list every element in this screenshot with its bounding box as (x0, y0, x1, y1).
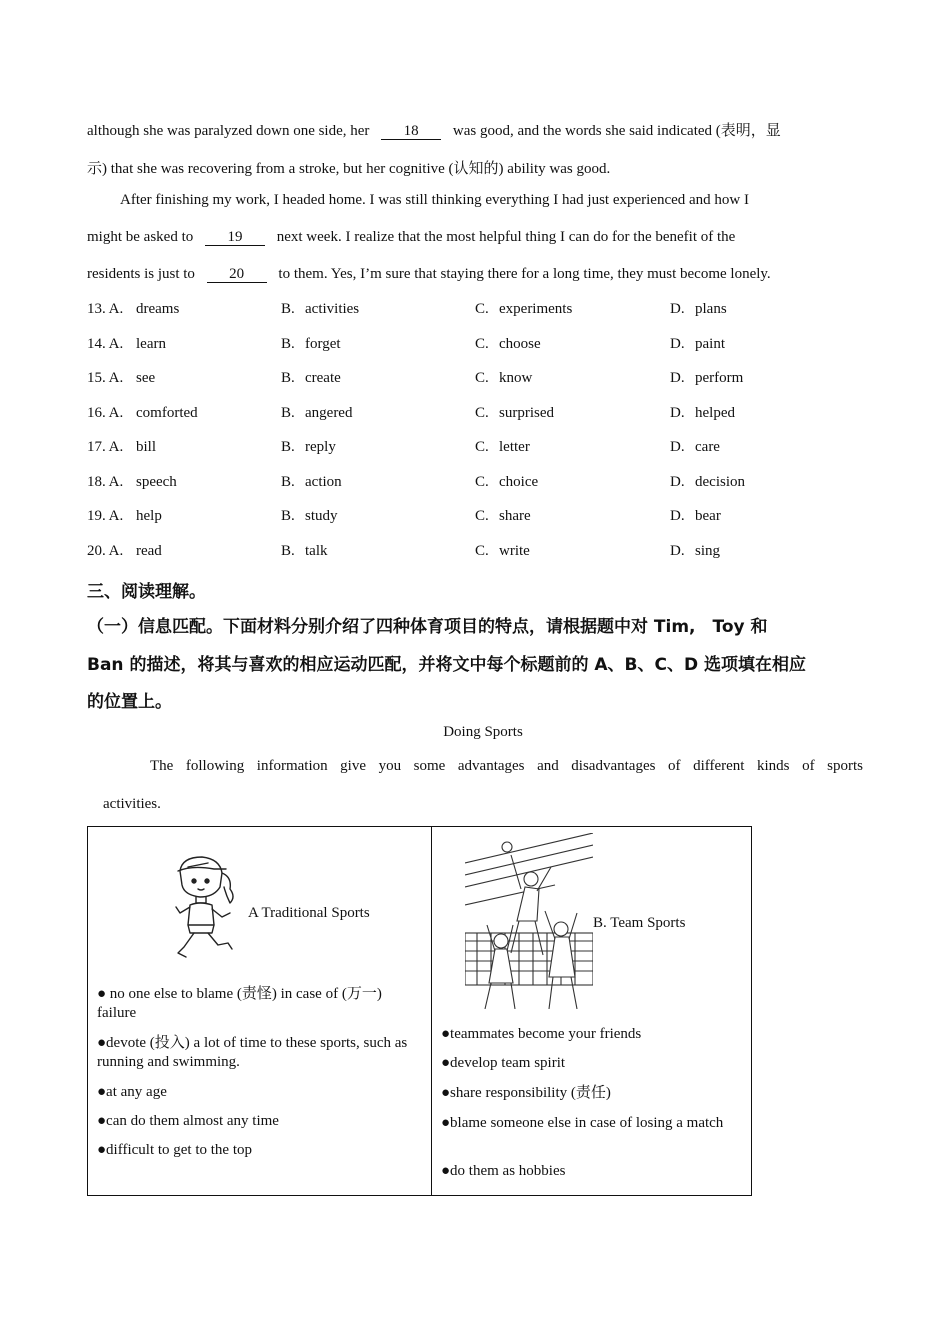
blank-19[interactable]: 19 (205, 230, 265, 246)
option-a[interactable]: dreams (136, 301, 180, 317)
option-letter: D. (670, 370, 685, 386)
question-number: 19. A. (87, 508, 124, 524)
instruction-line-2: Ban 的描述，将其与喜欢的相应运动匹配，并将文中每个标题前的 A、B、C、D 选项填在相应 (87, 655, 806, 675)
bullet-item: ●teammates become your friends (441, 1026, 642, 1042)
passage-line-4 (87, 229, 735, 246)
bullet-item: ● no one else to blame (责怪) in case of (万一) failure (97, 986, 382, 1021)
option-c[interactable]: write (499, 543, 530, 559)
option-letter: D. (670, 439, 685, 455)
option-b[interactable]: study (305, 508, 338, 524)
article-intro: The following information give you some advantages and disadvantages of different kinds of sports (150, 758, 863, 774)
passage-text: to them. Yes, I’m sure that staying there for a long time, they must become lonely. (278, 266, 771, 282)
passage-text: might be asked to (87, 229, 194, 245)
article-intro-cont: activities. (103, 796, 161, 812)
option-c[interactable]: surprised (499, 405, 554, 421)
option-a[interactable]: help (136, 508, 162, 524)
runner-girl-icon (174, 853, 246, 969)
option-b[interactable]: action (305, 474, 342, 490)
question-number: 20. A. (87, 543, 124, 559)
option-d[interactable]: perform (695, 370, 744, 386)
option-d[interactable]: paint (695, 336, 725, 352)
option-letter: C. (475, 543, 489, 559)
option-d[interactable]: helped (695, 405, 735, 421)
question-19-options (87, 508, 867, 530)
question-number: 17. A. (87, 439, 124, 455)
traditional-sports-cell (88, 827, 432, 1196)
option-c[interactable]: experiments (499, 301, 573, 317)
option-a[interactable]: speech (136, 474, 177, 490)
passage-line-5 (87, 266, 771, 283)
passage-line-1 (87, 119, 781, 140)
bullet-item: ●share responsibility (责任) (441, 1085, 611, 1101)
option-a[interactable]: learn (136, 336, 166, 352)
option-letter: C. (475, 508, 489, 524)
option-letter: D. (670, 336, 685, 352)
option-a[interactable]: comforted (136, 405, 198, 421)
passage-text: residents is just to (87, 266, 195, 282)
question-18-options (87, 474, 867, 496)
traditional-sports-heading: A Traditional Sports (248, 905, 370, 921)
option-b[interactable]: reply (305, 439, 336, 455)
passage-text: next week. I realize that the most helpful thing I can do for the benefit of the (276, 229, 736, 245)
option-letter: C. (475, 439, 489, 455)
article-title: Doing Sports (443, 724, 523, 740)
option-a[interactable]: see (136, 370, 156, 386)
section-title: 三、阅读理解。 (87, 582, 206, 602)
option-letter: D. (670, 301, 685, 317)
sports-table (87, 826, 752, 1196)
option-d[interactable]: decision (695, 474, 745, 490)
option-letter: B. (281, 405, 295, 421)
question-15-options (87, 370, 867, 392)
option-letter: D. (670, 543, 685, 559)
bullet-item: ●blame someone else in case of losing a match (441, 1115, 724, 1131)
bullet-item: ●can do them almost any time (97, 1113, 279, 1129)
bullet-item: ●do them as hobbies (441, 1163, 566, 1179)
option-c[interactable]: know (499, 370, 533, 386)
question-number: 15. A. (87, 370, 124, 386)
option-letter: B. (281, 370, 295, 386)
passage-line-2: 示) that she was recovering from a stroke, but her cognitive (认知的) ability was good. (87, 161, 611, 177)
bullet-item: ●devote (投入) a lot of time to these sports, such as running and swimming. (97, 1035, 408, 1070)
option-letter: C. (475, 301, 489, 317)
option-b[interactable]: angered (305, 405, 353, 421)
question-number: 13. A. (87, 301, 124, 317)
volleyball-players-icon (465, 833, 593, 1009)
option-c[interactable]: share (499, 508, 531, 524)
team-sports-heading: B. Team Sports (593, 915, 686, 931)
option-letter: B. (281, 439, 295, 455)
option-b[interactable]: talk (305, 543, 328, 559)
option-d[interactable]: care (695, 439, 720, 455)
option-letter: C. (475, 405, 489, 421)
option-a[interactable]: read (136, 543, 162, 559)
option-letter: D. (670, 405, 685, 421)
team-sports-cell (432, 827, 752, 1196)
option-d[interactable]: plans (695, 301, 727, 317)
option-letter: B. (281, 474, 295, 490)
option-d[interactable]: sing (695, 543, 721, 559)
question-20-options (87, 543, 867, 565)
option-c[interactable]: choose (499, 336, 541, 352)
option-letter: D. (670, 474, 685, 490)
blank-18[interactable]: 18 (381, 124, 441, 140)
option-c[interactable]: choice (499, 474, 539, 490)
passage-line-3: After finishing my work, I headed home. I was still thinking everything I had just experienced and how I (120, 192, 750, 208)
question-number: 14. A. (87, 336, 124, 352)
option-letter: B. (281, 508, 295, 524)
option-letter: C. (475, 370, 489, 386)
option-b[interactable]: activities (305, 301, 360, 317)
question-14-options (87, 336, 867, 358)
bullet-item: ●at any age (97, 1084, 167, 1100)
bullet-item: ●difficult to get to the top (97, 1142, 253, 1158)
option-letter: C. (475, 474, 489, 490)
option-letter: C. (475, 336, 489, 352)
option-a[interactable]: bill (136, 439, 157, 455)
instruction-line-1: （一）信息匹配。下面材料分别介绍了四种体育项目的特点，请根据题中对 Tim, Toy 和 (87, 617, 768, 637)
passage-text: was good, and the words she said indicated (表明，显 (452, 123, 781, 139)
option-b[interactable]: forget (305, 336, 341, 352)
question-17-options (87, 439, 867, 461)
question-16-options (87, 405, 867, 427)
instruction-line-3: 的位置上。 (87, 692, 172, 712)
question-number: 16. A. (87, 405, 124, 421)
option-d[interactable]: bear (695, 508, 721, 524)
bullet-item: ●develop team spirit (441, 1055, 566, 1071)
option-letter: B. (281, 301, 295, 317)
passage-text: although she was paralyzed down one side, her (87, 123, 370, 139)
question-13-options (87, 301, 867, 323)
option-letter: B. (281, 336, 295, 352)
option-c[interactable]: letter (499, 439, 530, 455)
question-number: 18. A. (87, 474, 124, 490)
option-letter: D. (670, 508, 685, 524)
blank-20[interactable]: 20 (207, 267, 267, 283)
option-b[interactable]: create (305, 370, 341, 386)
option-letter: B. (281, 543, 295, 559)
